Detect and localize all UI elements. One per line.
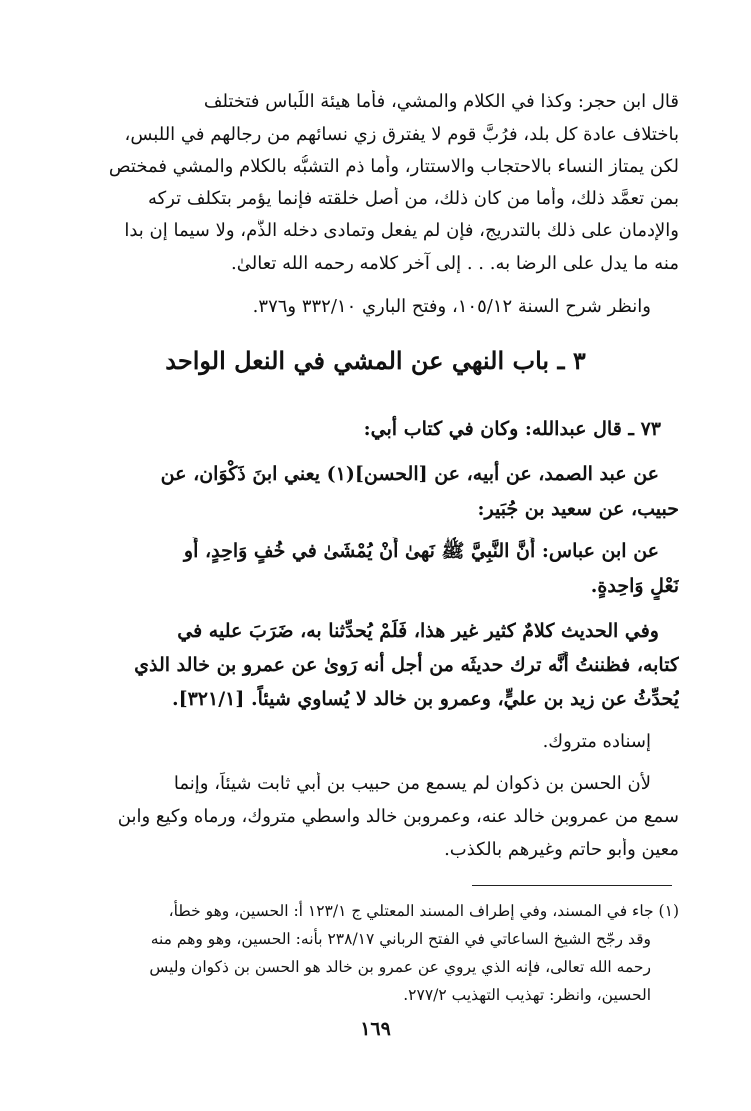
commentary-line: سمع من عمروبن خالد عنه، وعمروبن خالد واسطي متروك، ورماه وكيع وابن — [117, 806, 679, 827]
hadith-line: عن ابن عباس: أَنَّ النَّبِيَّ ﷺ نَهىٰ أَنْ يُمْشَىٰ في خُفٍ وَاحِدٍ، أَو — [183, 540, 659, 562]
footnote-line: رحمه الله تعالى، فإنه الذي يروي عن عمرو بن خالد هو الحسن بن ذكوان وليس — [149, 958, 651, 976]
hadith-line: يُحدِّثُ عن زيد بن عليٍّ، وعمرو بن خالد لا يُساوي شيئاً. [٣٢١/١]. — [171, 688, 679, 710]
intro-line: بمن تعمَّد ذلك، وأما من كان ذلك، من أصل خلقته فإنما يؤمر بتكلف تركه — [148, 188, 679, 209]
footnote-line: (١) جاء في المسند، وفي إطراف المسند المعتلي ج ١٢٣/١ أ: الحسين، وهو خطأ، — [168, 902, 679, 920]
page-number: ١٦٩ — [360, 1018, 391, 1040]
commentary-line: إسناده متروك. — [542, 731, 651, 752]
hadith-line: عن عبد الصمد، عن أبيه، عن [الحسن](١) يعني ابنَ ذَكْوَان، عن — [160, 463, 659, 485]
footnote-separator — [472, 885, 672, 886]
commentary-line: لأن الحسن بن ذكوان لم يسمع من حبيب بن أبي ثابت شيئاً، وإنما — [173, 773, 651, 794]
intro-line: باختلاف عادة كل بلد، فرُبَّ قوم لا يفترق زي نسائهم من رجالهم في اللبس، — [124, 124, 679, 145]
hadith-line: ٧٣ ـ قال عبدالله: وكان في كتاب أبي: — [363, 418, 661, 440]
hadith-line: نَعْلٍ وَاحِدةٍ. — [590, 575, 679, 597]
reference-line: وانظر شرح السنة ١٠٥/١٢، وفتح الباري ٣٣٢/١٠ و٣٧٦. — [252, 296, 651, 317]
intro-line: قال ابن حجر: وكذا في الكلام والمشي، فأما هيئة اللِّباس فتختلف — [203, 91, 679, 112]
footnote-line: وقد رجّح الشيخ الساعاتي في الفتح الرباني ٢٣٨/١٧ بأنه: الحسين، وهو وهم منه — [150, 930, 651, 948]
intro-line: لكن يمتاز النساء بالاحتجاب والاستتار، وأما ذم التشبُّه بالكلام والمشي فمختص — [108, 156, 679, 177]
intro-line: والإدمان على ذلك بالتدريج، فإن لم يفعل وتمادى دخله الذَّم، ولا سيما إن بدا — [124, 220, 679, 241]
commentary-line: معين وأبو حاتم وغيرهم بالكذب. — [444, 839, 679, 860]
hadith-line: حبيب، عن سعيد بن جُبَير: — [477, 498, 679, 520]
intro-line: منه ما يدل على الرضا به. . . إلى آخر كلامه رحمه الله تعالىٰ. — [231, 253, 679, 274]
hadith-line: كتابه، فظننتُ أَنَّه ترك حديثَه من أجل أنه رَوىٰ عن عمرو بن خالد الذي — [134, 654, 679, 676]
hadith-line: وفي الحديث كلامٌ كثير غير هذا، فَلَمْ يُحدِّثنا به، ضَرَبَ عليه في — [177, 620, 659, 642]
chapter-heading: ٣ ـ باب النهي عن المشي في النعل الواحد — [165, 346, 586, 375]
footnote-line: الحسين، وانظر: تهذيب التهذيب ٢٧٧/٢. — [403, 986, 651, 1004]
